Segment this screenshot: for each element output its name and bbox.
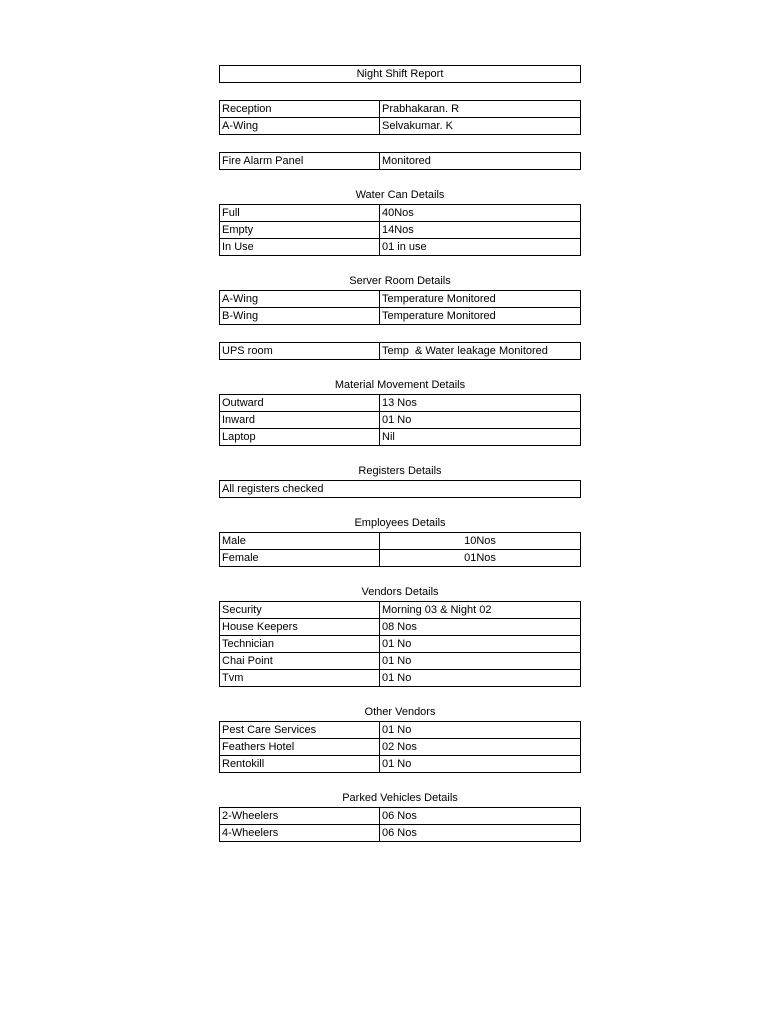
other-vendors-label: Pest Care Services <box>220 722 380 739</box>
fire-alarm-value: Monitored <box>380 153 581 170</box>
server-room-label: A-Wing <box>220 291 380 308</box>
other-vendors-table <box>219 721 581 773</box>
table-row <box>220 308 581 325</box>
vendors-value: 01 No <box>380 653 581 670</box>
ups-room-value: Temp & Water leakage Monitored <box>380 343 581 360</box>
material-movement-table <box>219 394 581 446</box>
water-can-value: 14Nos <box>380 222 581 239</box>
staff-label: A-Wing <box>220 118 380 135</box>
material-movement-value: 13 Nos <box>380 395 581 412</box>
other-vendors-label: Feathers Hotel <box>220 739 380 756</box>
parked-vehicles-table <box>219 807 581 842</box>
staff-value: Prabhakaran. R <box>380 101 581 118</box>
material-movement-value: 01 No <box>380 412 581 429</box>
vendors-value: 01 No <box>380 670 581 687</box>
vendors-heading: Vendors Details <box>361 586 439 598</box>
table-row <box>220 739 581 756</box>
table-row <box>220 205 581 222</box>
parked-vehicles-value: 06 Nos <box>380 808 581 825</box>
table-row <box>220 653 581 670</box>
vendors-label: House Keepers <box>220 619 380 636</box>
vendors-label: Tvm <box>220 670 380 687</box>
table-row <box>220 395 581 412</box>
table-row <box>220 550 581 567</box>
employees-table <box>219 532 581 567</box>
table-row <box>220 602 581 619</box>
vendors-label: Chai Point <box>220 653 380 670</box>
other-vendors-value: 02 Nos <box>380 739 581 756</box>
other-vendors-value: 01 No <box>380 756 581 773</box>
water-can-value: 40Nos <box>380 205 581 222</box>
water-can-label: Full <box>220 205 380 222</box>
table-row <box>220 619 581 636</box>
vendors-value: Morning 03 & Night 02 <box>380 602 581 619</box>
table-row <box>220 429 581 446</box>
parked-vehicles-label: 2-Wheelers <box>220 808 380 825</box>
staff-value: Selvakumar. K <box>380 118 581 135</box>
ups-room-label: UPS room <box>220 343 380 360</box>
water-can-heading: Water Can Details <box>355 189 445 201</box>
fire-alarm-label: Fire Alarm Panel <box>220 153 380 170</box>
night-shift-report-sheet <box>219 65 581 842</box>
vendors-table <box>219 601 581 687</box>
water-can-label: Empty <box>220 222 380 239</box>
other-vendors-heading: Other Vendors <box>364 706 436 718</box>
table-row <box>220 808 581 825</box>
table-row <box>220 825 581 842</box>
table-row <box>220 343 581 360</box>
ups-room-table <box>219 342 581 360</box>
table-row <box>220 291 581 308</box>
vendors-value: 01 No <box>380 636 581 653</box>
parked-vehicles-value: 06 Nos <box>380 825 581 842</box>
parked-vehicles-label: 4-Wheelers <box>220 825 380 842</box>
table-row <box>220 239 581 256</box>
fire-alarm-table <box>219 152 581 170</box>
other-vendors-value: 01 No <box>380 722 581 739</box>
parked-vehicles-heading: Parked Vehicles Details <box>342 792 458 804</box>
staff-table <box>219 100 581 135</box>
registers-heading: Registers Details <box>358 465 442 477</box>
employees-heading: Employees Details <box>354 517 446 529</box>
table-row <box>220 153 581 170</box>
water-can-label: In Use <box>220 239 380 256</box>
table-row <box>220 722 581 739</box>
report-title: Night Shift Report <box>220 66 581 83</box>
server-room-value: Temperature Monitored <box>380 308 581 325</box>
table-row <box>220 670 581 687</box>
employees-label: Female <box>220 550 380 567</box>
material-movement-label: Inward <box>220 412 380 429</box>
table-row <box>220 118 581 135</box>
server-room-value: Temperature Monitored <box>380 291 581 308</box>
server-room-label: B-Wing <box>220 308 380 325</box>
server-room-table <box>219 290 581 325</box>
vendors-label: Security <box>220 602 380 619</box>
vendors-value: 08 Nos <box>380 619 581 636</box>
table-row <box>220 533 581 550</box>
material-movement-label: Laptop <box>220 429 380 446</box>
employees-label: Male <box>220 533 380 550</box>
table-row <box>220 412 581 429</box>
employees-value: 01Nos <box>380 550 581 567</box>
table-row <box>220 222 581 239</box>
other-vendors-label: Rentokill <box>220 756 380 773</box>
employees-value: 10Nos <box>380 533 581 550</box>
water-can-table <box>219 204 581 256</box>
registers-table <box>219 480 581 498</box>
material-movement-value: Nil <box>380 429 581 446</box>
vendors-label: Technician <box>220 636 380 653</box>
table-row <box>220 636 581 653</box>
table-row <box>220 756 581 773</box>
server-room-heading: Server Room Details <box>349 275 451 287</box>
water-can-value: 01 in use <box>380 239 581 256</box>
material-movement-label: Outward <box>220 395 380 412</box>
material-movement-heading: Material Movement Details <box>334 379 466 391</box>
table-row <box>220 101 581 118</box>
staff-label: Reception <box>220 101 380 118</box>
registers-value: All registers checked <box>220 481 581 498</box>
report-title-table <box>219 65 581 83</box>
table-row <box>220 481 581 498</box>
